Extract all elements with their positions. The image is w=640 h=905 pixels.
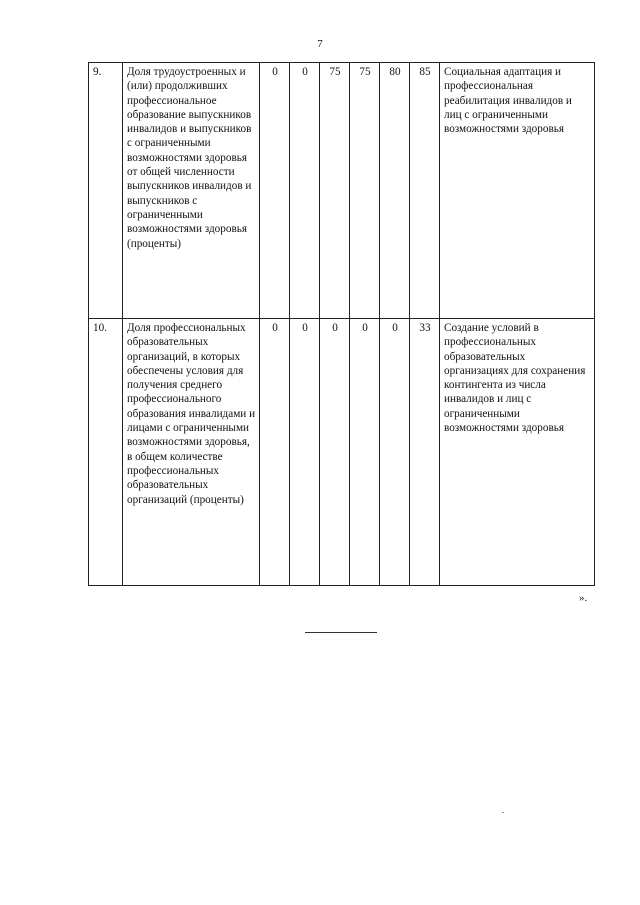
indicator-value: 0 [260, 319, 290, 586]
indicator-value: 0 [290, 319, 320, 586]
row-number: 10. [89, 319, 123, 586]
row-number: 9. [89, 63, 123, 319]
table-row [89, 319, 595, 586]
indicator-value: 80 [380, 63, 410, 319]
indicators-table [88, 62, 595, 586]
program-name: Создание условий в профессиональных образовательных организациях для сохранения контингента из числа инвалидов и лиц с ограниченными возможностями здоровья [440, 319, 595, 586]
indicator-value: 0 [290, 63, 320, 319]
indicator-value: 85 [410, 63, 440, 319]
page-number: 7 [317, 38, 323, 50]
end-separator-line [305, 632, 377, 633]
indicator-name: Доля трудоустроенных и (или) продолживших профессиональное образование выпускников инвалидов и выпускников с ограниченными возможностями здоровья от общей численности выпускников инвалидов и выпускников с ограниченными возможностями здоровья (проценты) [123, 63, 260, 319]
closing-quote: ». [579, 592, 588, 604]
indicator-value: 75 [320, 63, 350, 319]
table-row [89, 63, 595, 319]
indicator-value: 0 [260, 63, 290, 319]
indicator-value: 0 [380, 319, 410, 586]
indicator-value: 0 [350, 319, 380, 586]
program-name: Социальная адаптация и профессиональная реабилитация инвалидов и лиц с ограниченными возможностями здоровья [440, 63, 595, 319]
indicator-value: 75 [350, 63, 380, 319]
indicator-value: 33 [410, 319, 440, 586]
scan-speck [502, 812, 504, 813]
indicator-value: 0 [320, 319, 350, 586]
indicator-name: Доля профессиональных образовательных организаций, в которых обеспечены условия для получения среднего профессионального образования инвалидами и лицами с ограниченными возможностями здоровья, в общем количестве профессиональных образовательных организаций (проценты) [123, 319, 260, 586]
